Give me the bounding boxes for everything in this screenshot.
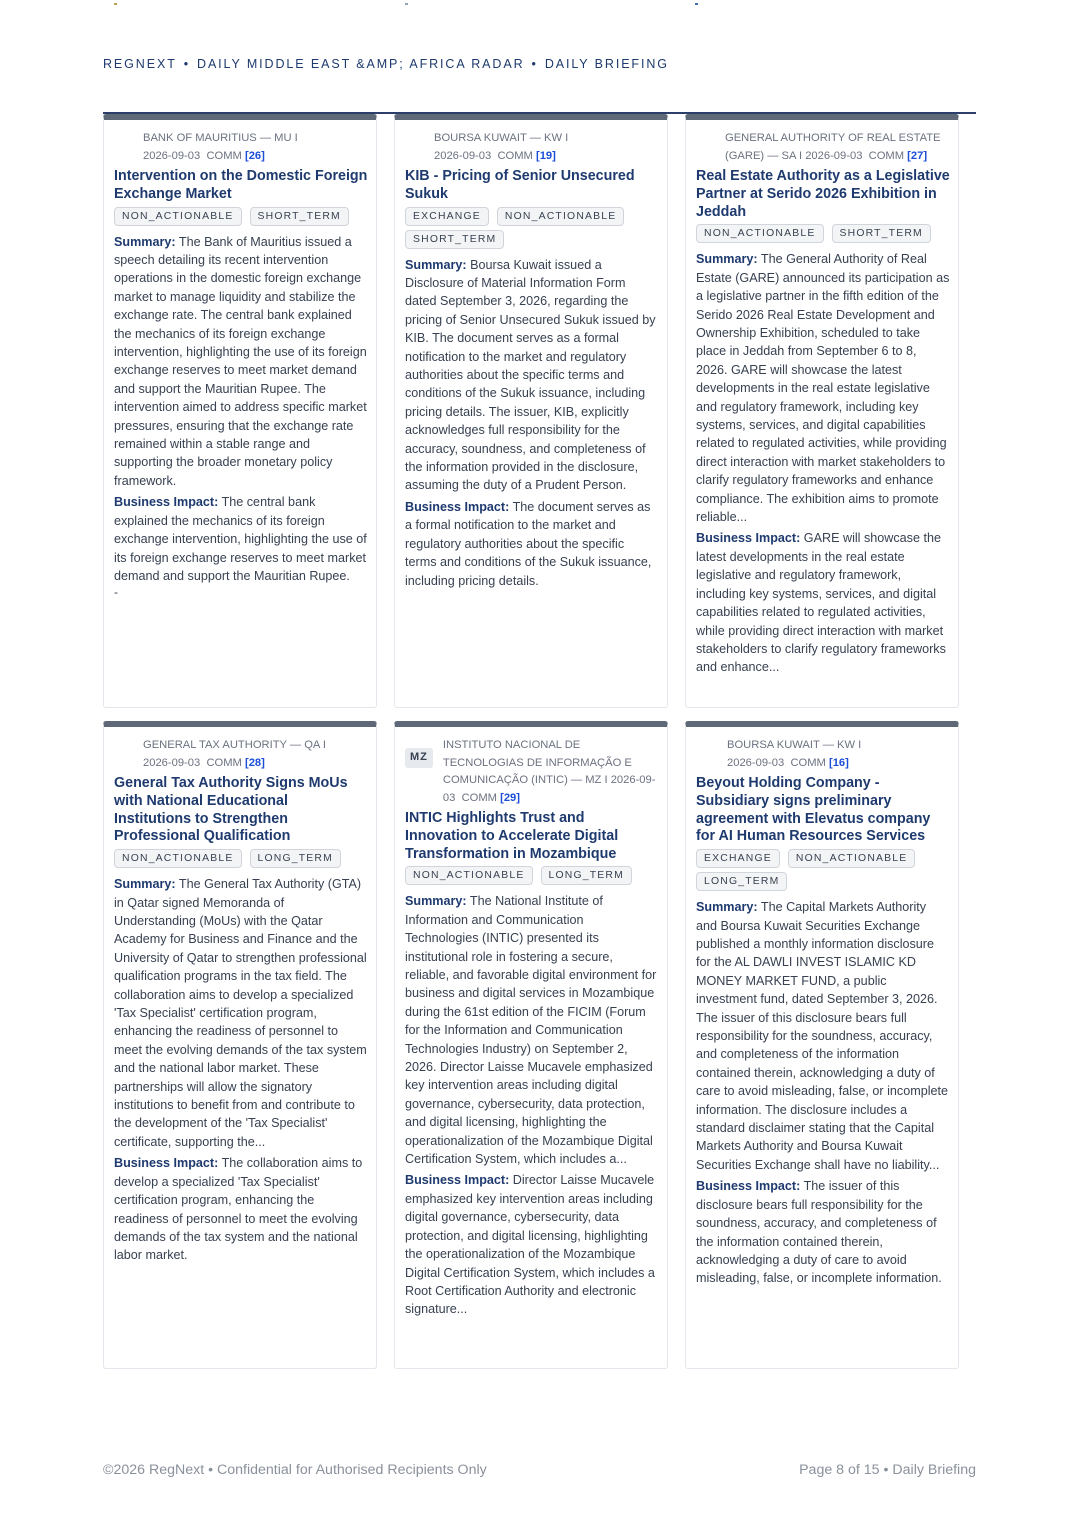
impact-label: Business Impact: xyxy=(405,499,510,514)
summary-label: Summary: xyxy=(405,894,467,909)
card-tags xyxy=(405,207,667,253)
card-summary xyxy=(696,250,958,526)
card-tags xyxy=(696,224,958,247)
summary-label: Summary: xyxy=(405,257,467,272)
top-speck-2 xyxy=(405,3,408,5)
page-header xyxy=(103,57,669,71)
card-date: 2026-09-03 xyxy=(434,149,492,162)
tag-badge: NON_ACTIONABLE xyxy=(696,224,824,243)
summary-label: Summary: xyxy=(696,900,758,915)
impact-label: Business Impact: xyxy=(114,495,219,510)
impact-label: Business Impact: xyxy=(405,1173,510,1188)
card-source: INSTITUTO NACIONAL DE TECNOLOGIAS DE INFORMAÇÃO E COMUNICAÇÃO (INTIC) — MZ I 2026-09-03 xyxy=(442,739,656,804)
card-ref-link[interactable]: [28] xyxy=(244,756,265,769)
card-title[interactable]: Real Estate Authority as a Legislative Partner at Serido 2026 Exhibition in Jeddah xyxy=(696,168,950,220)
card-source: GENERAL TAX AUTHORITY — QA I xyxy=(143,739,326,751)
card-meta xyxy=(114,737,376,772)
impact-text: The document serves as a formal notification to the market and regulatory authorities about the specific terms and conditions of the Sukuk issuance, including pricing details. xyxy=(405,499,652,588)
card-date: 2026-09-03 xyxy=(143,756,201,769)
impact-text: The issuer of this disclosure bears full responsibility for the soundness, accuracy, and completeness of the information contained therein, acknowledging a duty of care to avoid misleading, false, or incomplete information. xyxy=(696,1179,942,1286)
card-tags xyxy=(405,866,667,889)
card-impact xyxy=(405,1171,667,1318)
summary-text: The Bank of Mauritius issued a speech detailing its recent intervention operations in the domestic foreign exchange market to manage liquidity and stabilize the exchange rate. The central bank explained the mechanics of its foreign exchange intervention, highlighting the use of its foreign exchange reserves to meet market demand and support the Mauritian Rupee. The intervention aimed to address specific market pressures, ensuring that the exchange rate remained within a stable range and supporting the broader monetary policy framework. xyxy=(114,234,367,488)
card-comm: COMM xyxy=(790,756,826,769)
card-ref-link[interactable]: [27] xyxy=(907,149,928,162)
tag-badge: NON_ACTIONABLE xyxy=(497,207,625,226)
card-comm: COMM xyxy=(206,756,242,769)
card-meta xyxy=(696,737,958,772)
card-trailing-mark: - xyxy=(114,585,118,600)
header-report-name: DAILY MIDDLE EAST &AMP; AFRICA RADAR xyxy=(197,57,525,71)
summary-text: The National Institute of Information and Communication Technologies (INTIC) presented its institutional role in fostering a secure, reliable, and favorable digital environment for business and digital services in Mozambique during the 61st edition of the FICIM (Forum for the Information and Communication Technologies Industry) on September 2, 2026. Director Laisse Mucavele emphasized key intervention areas including digital governance, cybersecurity, data protection, and digital licensing, highlighting the operationalization of the Mozambique Digital Certification System, which includes a... xyxy=(405,894,657,1167)
tag-badge: EXCHANGE xyxy=(405,207,489,226)
tag-badge: NON_ACTIONABLE xyxy=(114,207,242,226)
country-badge: MZ xyxy=(405,748,433,768)
card-ref-link[interactable]: [16] xyxy=(828,756,849,769)
header-section: DAILY BRIEFING xyxy=(544,57,669,71)
news-card[interactable] xyxy=(394,721,668,1369)
header-brand: REGNEXT xyxy=(103,57,177,71)
card-title[interactable]: INTIC Highlights Trust and Innovation to Accelerate Digital Transformation in Mozambique xyxy=(405,810,619,862)
tag-badge: SHORT_TERM xyxy=(250,207,349,226)
card-ref-link[interactable]: [29] xyxy=(500,791,520,804)
card-impact xyxy=(114,493,376,585)
card-summary xyxy=(114,875,376,1151)
tag-badge: SHORT_TERM xyxy=(832,224,931,243)
card-impact xyxy=(405,498,667,590)
news-card[interactable] xyxy=(685,721,959,1369)
card-summary xyxy=(405,256,667,495)
tag-badge: NON_ACTIONABLE xyxy=(405,866,533,885)
tag-badge: SHORT_TERM xyxy=(405,230,504,249)
impact-label: Business Impact: xyxy=(114,1156,219,1171)
tag-badge: LONG_TERM xyxy=(250,849,341,868)
card-summary xyxy=(114,233,376,491)
tag-badge: EXCHANGE xyxy=(696,849,780,868)
card-title[interactable]: General Tax Authority Signs MoUs with National Educational Institutions to Strengthen Professional Qualification xyxy=(114,775,348,845)
card-tags xyxy=(114,207,376,230)
header-separator: • xyxy=(183,57,191,71)
footer-right: Page 8 of 15 • Daily Briefing xyxy=(799,1462,976,1478)
card-summary xyxy=(696,898,958,1174)
card-title[interactable]: Intervention on the Domestic Foreign Exchange Market xyxy=(114,168,368,202)
tag-badge: LONG_TERM xyxy=(541,866,632,885)
impact-text: The collaboration aims to develop a specialized 'Tax Specialist' certification program, enhancing the readiness of personnel to meet the evolving demands of the tax system and the national labor market. xyxy=(114,1156,363,1263)
footer-left: ©2026 RegNext • Confidential for Authorised Recipients Only xyxy=(103,1462,487,1478)
card-ref-link[interactable]: [19] xyxy=(535,149,556,162)
card-date: 2026-09-03 xyxy=(143,149,201,162)
card-meta xyxy=(114,130,376,165)
top-speck-3 xyxy=(695,3,698,5)
card-date: 2026-09-03 xyxy=(727,756,785,769)
card-source: BOURSA KUWAIT — KW I xyxy=(727,739,862,751)
tag-badge: NON_ACTIONABLE xyxy=(114,849,242,868)
card-source: GENERAL AUTHORITY OF REAL ESTATE (GARE) — SA I 2026-09-03 xyxy=(725,132,941,162)
card-comm: COMM xyxy=(206,149,242,162)
summary-label: Summary: xyxy=(114,234,176,249)
card-meta xyxy=(405,737,667,807)
card-title[interactable]: KIB - Pricing of Senior Unsecured Sukuk xyxy=(405,168,635,202)
card-comm: COMM xyxy=(497,149,533,162)
card-impact xyxy=(696,1177,958,1287)
impact-text: The central bank explained the mechanics of its foreign exchange intervention, highlighting the use of its foreign exchange reserves to meet market demand and support the Mauritian Rupee. xyxy=(114,495,367,583)
card-tags xyxy=(696,849,958,895)
card-ref-link[interactable]: [26] xyxy=(244,149,265,162)
card-meta xyxy=(405,130,667,165)
news-card[interactable] xyxy=(103,721,377,1369)
summary-label: Summary: xyxy=(114,877,176,892)
tag-badge: NON_ACTIONABLE xyxy=(788,849,916,868)
news-card[interactable] xyxy=(103,114,377,708)
summary-label: Summary: xyxy=(696,252,758,267)
tag-badge: LONG_TERM xyxy=(696,872,787,891)
summary-text: Boursa Kuwait issued a Disclosure of Material Information Form dated September 3, 2026, regarding the pricing of Senior Unsecured Sukuk issued by KIB. The document serves as a formal notification to the market and regulatory authorities about the specific terms and conditions of the Sukuk issuance, including pricing details. The issuer, KIB, explicitly acknowledges full responsibility for the accuracy, soundness, and completeness of the information provided in the disclosure, assuming the duty of a Prudent Person. xyxy=(405,257,656,493)
card-meta xyxy=(696,130,958,165)
card-source: BANK OF MAURITIUS — MU I xyxy=(143,132,298,144)
summary-text: The General Authority of Real Estate (GARE) announced its participation as a legislative partner in the fifth edition of the Serido 2026 Real Estate Development and Ownership Exhibition, scheduled to take place in Jeddah from September 6 to 8, 2026. GARE will showcase the latest developments in the real estate legislative and regulatory framework, including key systems, services, and digital capabilities related to regulated activities, while providing direct interaction with market stakeholders to clarify regulatory frameworks and enhance compliance. The exhibition aims to promote reliable... xyxy=(696,252,950,525)
card-impact xyxy=(114,1154,376,1264)
card-tags xyxy=(114,849,376,872)
card-comm: COMM xyxy=(461,791,497,804)
news-card[interactable] xyxy=(394,114,668,708)
header-separator: • xyxy=(531,57,538,71)
news-card[interactable] xyxy=(685,114,959,708)
card-summary xyxy=(405,892,667,1168)
card-title[interactable]: Beyout Holding Company - Subsidiary signs preliminary agreement with Elevatus company for AI Human Resources Services xyxy=(696,775,931,845)
top-speck-1 xyxy=(114,3,117,5)
card-source: BOURSA KUWAIT — KW I xyxy=(434,132,569,144)
card-comm: COMM xyxy=(868,149,905,162)
summary-text: The General Tax Authority (GTA) in Qatar signed Memoranda of Understanding (MoUs) with the Qatar Academy for Business and Finance and the University of Qatar to strengthen professional qualification programs in the tax field. The collaboration aims to develop a specialized 'Tax Specialist' certification program, enhancing the readiness of personnel to meet the evolving demands of the tax system and the national labor market. These partnerships will allow the signatory institutions to benefit from and contribute to the development of the 'Tax Specialist' certificate, supporting the... xyxy=(114,877,367,1149)
impact-label: Business Impact: xyxy=(696,531,801,546)
impact-text: Director Laisse Mucavele emphasized key intervention areas including digital governance, cybersecurity, data protection, and digital licensing, highlighting the operationalization of the Mozambique Digital Certification System, which includes a Root Certification Authority and electronic signature... xyxy=(405,1173,655,1317)
summary-text: The Capital Markets Authority and Boursa Kuwait Securities Exchange published a monthly information disclosure for the AL DAWLI INVEST ISLAMIC KD MONEY MARKET FUND, a public investment fund, dated September 3, 2026. The issuer of this disclosure bears full responsibility for the soundness, accuracy, and completeness of the information contained therein, acknowledging a duty of care to avoid misleading, false, or incomplete information. The disclosure includes a standard disclaimer stating that the Capital Markets Authority and Boursa Kuwait Securities Exchange shall have no liability... xyxy=(696,900,949,1172)
impact-text: GARE will showcase the latest developments in the real estate legislative and regulatory framework, including key systems, services, and digital capabilities related to regulated activities, while providing direct interaction with market stakeholders to clarify regulatory frameworks and enhance... xyxy=(696,531,946,675)
card-impact xyxy=(696,529,958,676)
impact-label: Business Impact: xyxy=(696,1179,801,1194)
